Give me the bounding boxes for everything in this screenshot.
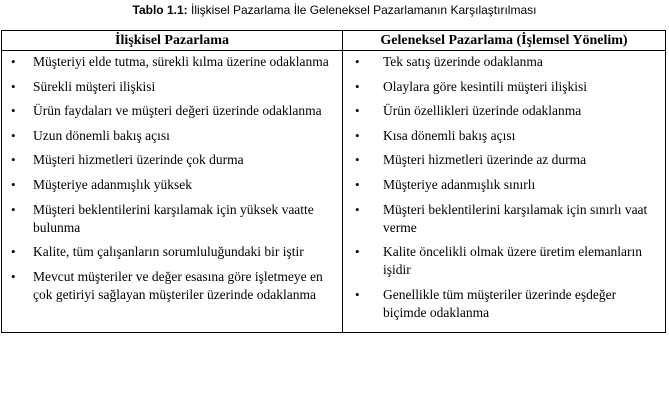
bullet-icon: • bbox=[355, 54, 360, 69]
traditional-marketing-list bbox=[343, 51, 665, 332]
relationship-item-text: Müşteri hizmetleri üzerinde çok durma bbox=[33, 152, 244, 168]
bullet-icon: • bbox=[11, 201, 16, 217]
bullet-icon: • bbox=[11, 152, 16, 168]
traditional-item bbox=[343, 78, 665, 96]
traditional-item bbox=[343, 243, 665, 279]
traditional-marketing-cell bbox=[343, 51, 666, 333]
relationship-marketing-cell bbox=[2, 51, 343, 333]
relationship-item bbox=[2, 243, 342, 261]
table-caption bbox=[0, 3, 669, 17]
relationship-item-text: Müşteriyi elde tutma, sürekli kılma üzerine odaklanma bbox=[33, 54, 329, 69]
content-row bbox=[2, 51, 666, 333]
bullet-icon: • bbox=[11, 268, 16, 284]
bullet-icon: • bbox=[355, 103, 360, 119]
traditional-item-text: Müşteri beklentilerini karşılamak için sınırlı vaat verme bbox=[383, 201, 648, 235]
relationship-item-text: Ürün faydaları ve müşteri değeri üzerinde odaklanma bbox=[33, 103, 322, 119]
bullet-icon: • bbox=[11, 54, 16, 69]
relationship-item-text: Sürekli müşteri ilişkisi bbox=[33, 78, 156, 94]
bullet-icon: • bbox=[11, 244, 16, 260]
relationship-item bbox=[2, 78, 342, 96]
relationship-item bbox=[2, 102, 342, 120]
relationship-item bbox=[2, 127, 342, 145]
traditional-item-text: Ürün özellikleri üzerinde odaklanma bbox=[383, 103, 582, 119]
traditional-item-text: Kalite öncelikli olmak üzere üretim elemanların işidir bbox=[383, 244, 643, 278]
caption-label: Tablo 1.1: bbox=[132, 3, 188, 17]
bullet-icon: • bbox=[355, 127, 360, 143]
bullet-icon: • bbox=[11, 78, 16, 94]
bullet-icon: • bbox=[355, 244, 360, 260]
traditional-item-text: Genellikle tüm müşteriler üzerinde eşdeğer biçimde odaklanma bbox=[383, 286, 617, 320]
relationship-item-text: Uzun dönemli bakış açısı bbox=[33, 127, 170, 143]
bullet-icon: • bbox=[11, 176, 16, 192]
header-traditional-marketing: Geleneksel Pazarlama (İşlemsel Yönelim) bbox=[343, 31, 666, 51]
relationship-marketing-list bbox=[2, 51, 342, 314]
bullet-icon: • bbox=[355, 176, 360, 192]
relationship-item bbox=[2, 53, 342, 71]
traditional-item bbox=[343, 102, 665, 120]
relationship-item-text: Kalite, tüm çalışanların sorumluluğundaki bir iştir bbox=[33, 244, 304, 260]
bullet-icon: • bbox=[355, 152, 360, 168]
header-relationship-marketing: İlişkisel Pazarlama bbox=[2, 31, 343, 51]
traditional-item-text: Müşteriye adanmışlık sınırlı bbox=[383, 176, 536, 192]
relationship-item bbox=[2, 176, 342, 194]
bullet-icon: • bbox=[11, 127, 16, 143]
traditional-item bbox=[343, 201, 665, 237]
bullet-icon: • bbox=[11, 103, 16, 119]
traditional-item bbox=[343, 127, 665, 145]
relationship-item bbox=[2, 201, 342, 237]
bullet-icon: • bbox=[355, 201, 360, 217]
bullet-icon: • bbox=[355, 78, 360, 94]
relationship-item-text: Müşteriye adanmışlık yüksek bbox=[33, 176, 192, 192]
traditional-item bbox=[343, 286, 665, 322]
comparison-table bbox=[1, 30, 666, 333]
traditional-item bbox=[343, 176, 665, 194]
traditional-item-text: Olaylara göre kesintili müşteri ilişkisi bbox=[383, 78, 587, 94]
traditional-item-text: Tek satış üzerinde odaklanma bbox=[383, 54, 543, 69]
relationship-item-text: Müşteri beklentilerini karşılamak için yüksek vaatte bulunma bbox=[33, 201, 314, 235]
traditional-item bbox=[343, 151, 665, 169]
traditional-item-text: Kısa dönemli bakış açısı bbox=[383, 127, 516, 143]
relationship-item-text: Mevcut müşteriler ve değer esasına göre işletmeye en çok getiriyi sağlayan müşteriler üzerinde odaklanma bbox=[33, 268, 323, 302]
header-row bbox=[2, 31, 666, 51]
relationship-item bbox=[2, 151, 342, 169]
traditional-item bbox=[343, 53, 665, 71]
caption-title: İlişkisel Pazarlama İle Geleneksel Pazarlamanın Karşılaştırılması bbox=[187, 3, 537, 17]
relationship-item bbox=[2, 268, 342, 304]
traditional-item-text: Müşteri hizmetleri üzerinde az durma bbox=[383, 152, 587, 168]
bullet-icon: • bbox=[355, 286, 360, 302]
